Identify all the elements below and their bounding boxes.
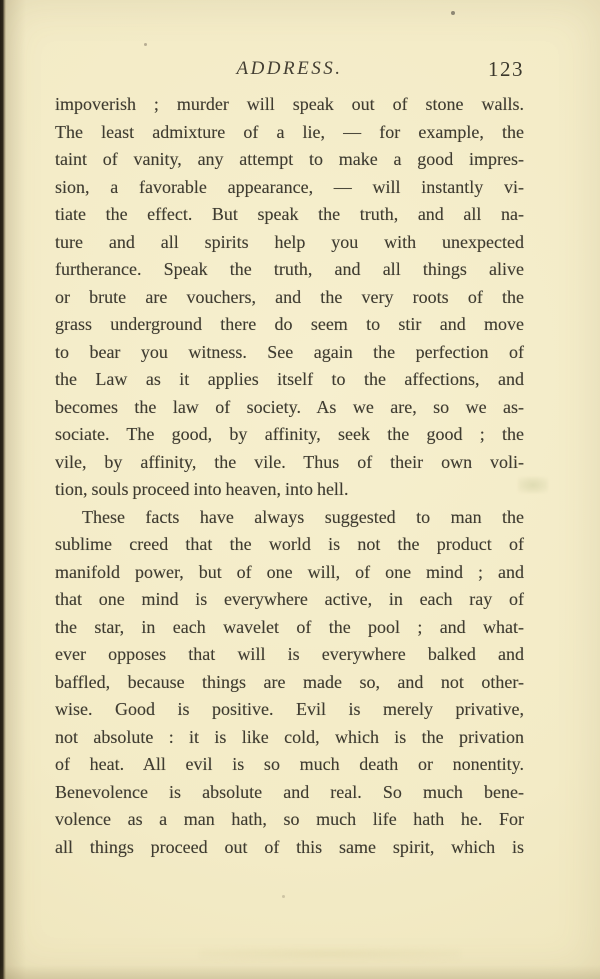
text-line: furtherance. Speak the truth, and all things alive xyxy=(55,259,524,279)
text-line: or brute are vouchers, and the very roots of the xyxy=(55,286,524,307)
page-header xyxy=(55,58,524,84)
text-line: manifold power, but of one will, of one mind ; and xyxy=(55,561,524,582)
text-line: wise. Good is positive. Evil is merely privative, xyxy=(55,699,524,719)
scan-speck xyxy=(282,895,285,898)
text-line: baffled, because things are made so, and not other- xyxy=(55,671,524,692)
page-number: 123 xyxy=(488,57,524,81)
text-line: volence as a man hath, so much life hath he. For xyxy=(55,809,524,829)
text-line: not absolute : it is like cold, which is the privation xyxy=(55,726,524,747)
text-line: vile, by affinity, the vile. Thus of their own voli- xyxy=(55,451,524,472)
text-line: The least admixture of a lie, — for example, the xyxy=(55,121,524,142)
scan-bottom-shadow xyxy=(0,965,600,979)
scan-smudge xyxy=(200,948,460,960)
text-line: ever opposes that will is everywhere balked and xyxy=(55,644,524,664)
body-text xyxy=(55,91,524,861)
scan-binding-edge xyxy=(0,0,6,979)
text-line: sion, a favorable appearance, — will instantly vi- xyxy=(55,176,524,197)
text-line: impoverish ; murder will speak out of stone walls. xyxy=(55,94,524,114)
scan-speck xyxy=(451,11,455,15)
text-line: to bear you witness. See again the perfection of xyxy=(55,341,524,362)
text-line-paragraph-start: These facts have always suggested to man the xyxy=(82,506,524,527)
text-line: that one mind is everywhere active, in each ray of xyxy=(55,589,524,609)
text-line: all things proceed out of this same spirit, which is xyxy=(55,836,524,857)
text-line: Benevolence is absolute and real. So much bene- xyxy=(55,781,524,802)
text-line: grass underground there do seem to stir and move xyxy=(55,314,524,334)
text-line: tiate the effect. But speak the truth, and all na- xyxy=(55,204,524,224)
text-line: the Law as it applies itself to the affections, and xyxy=(55,369,524,389)
text-line-paragraph-end: tion, souls proceed into heaven, into hell. xyxy=(55,479,349,499)
text-line: sublime creed that the world is not the product of xyxy=(55,534,524,554)
scan-speck xyxy=(144,43,147,46)
text-line: sociate. The good, by affinity, seek the good ; the xyxy=(55,424,524,444)
text-line: taint of vanity, any attempt to make a good impres- xyxy=(55,149,524,169)
text-line: of heat. All evil is so much death or nonentity. xyxy=(55,754,524,774)
running-title: ADDRESS. xyxy=(236,58,343,79)
text-line: becomes the law of society. As we are, so we as- xyxy=(55,396,524,417)
text-line: the star, in each wavelet of the pool ; and what- xyxy=(55,616,524,637)
text-line: ture and all spirits help you with unexpected xyxy=(55,231,524,252)
